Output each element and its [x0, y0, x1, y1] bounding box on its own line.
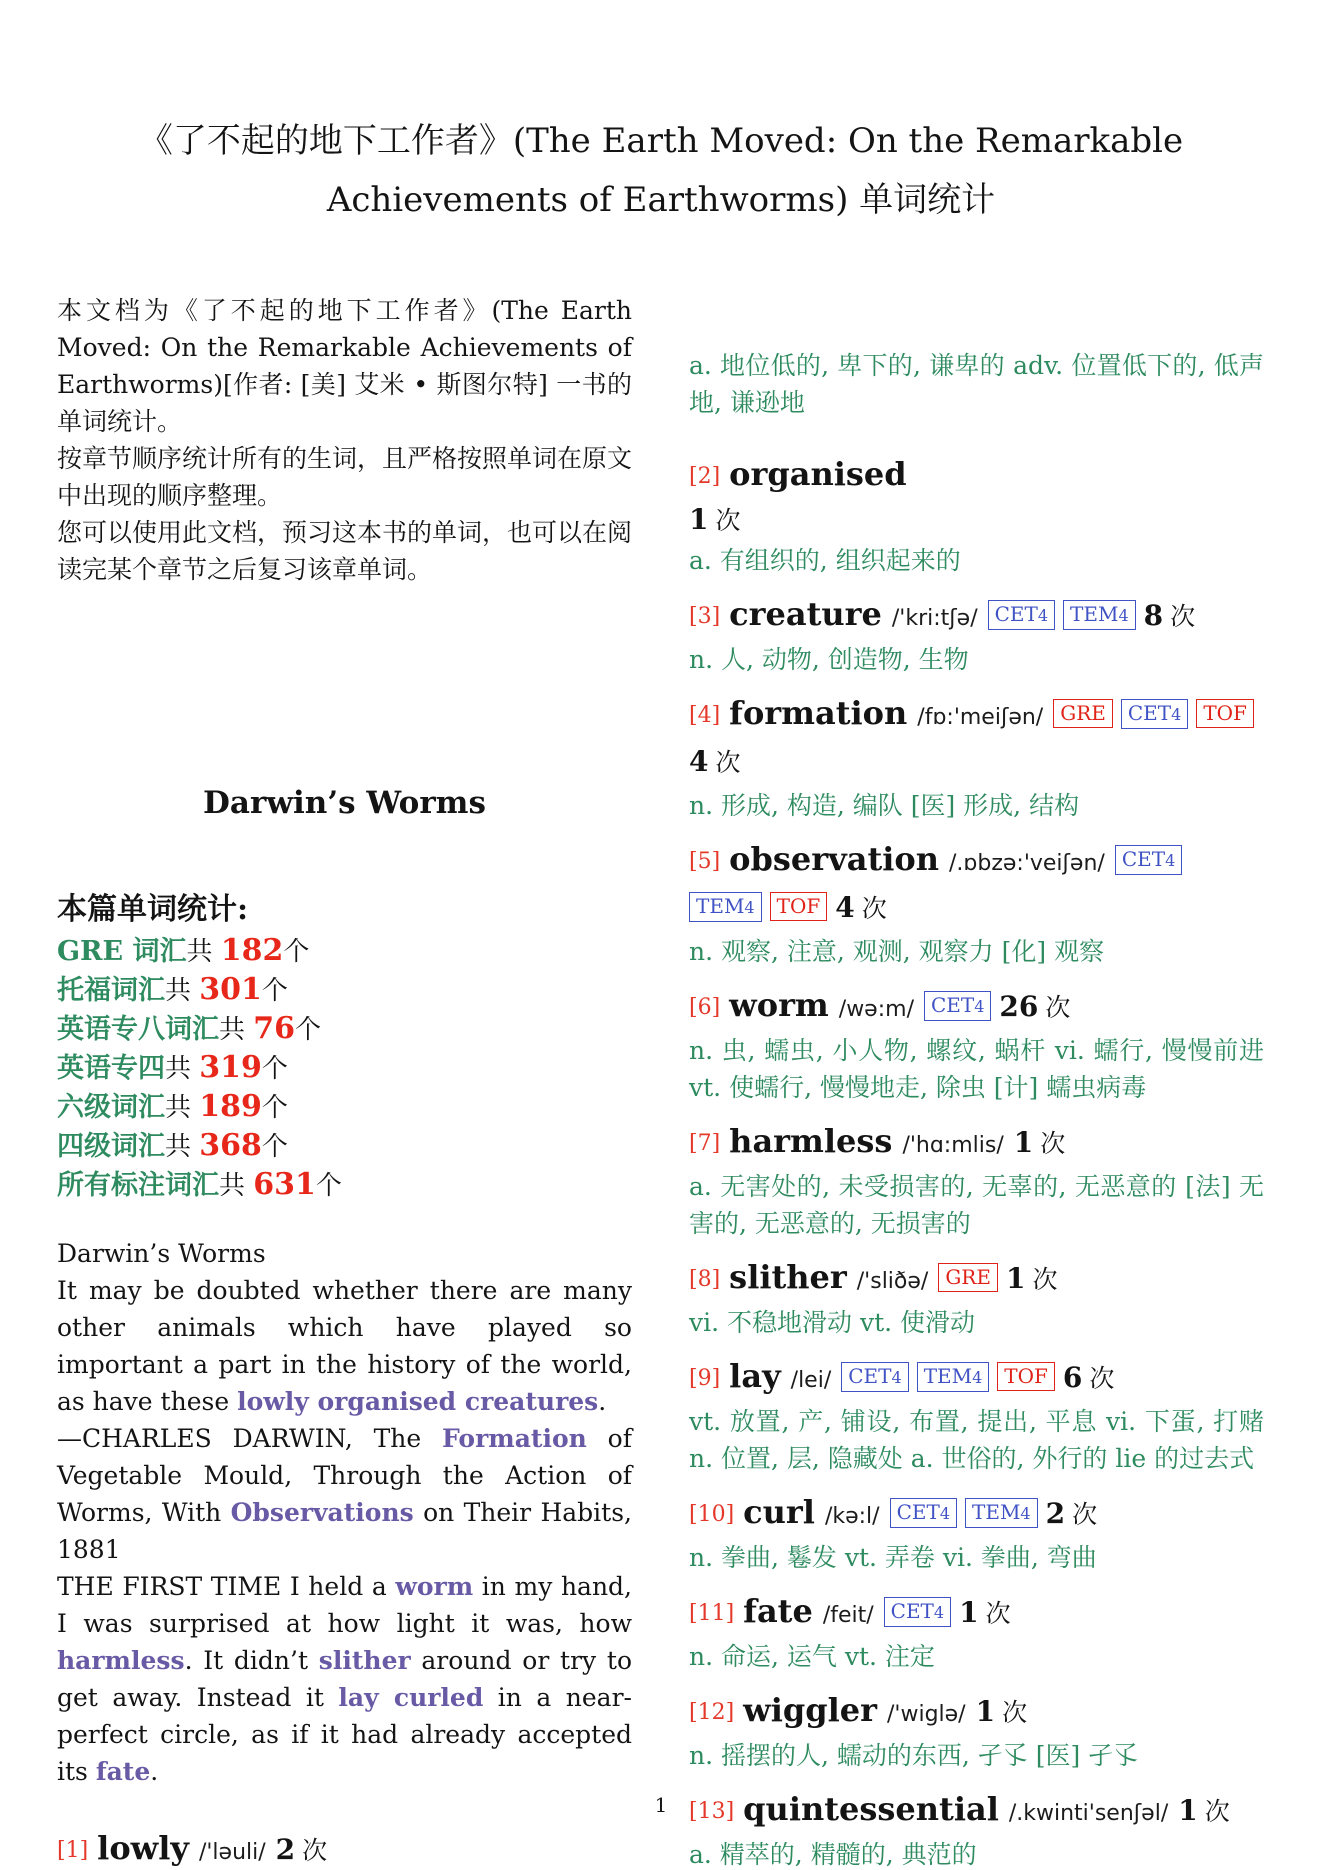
stat-line — [57, 932, 632, 971]
entry-count-unit: 次 — [715, 506, 741, 535]
entry-count-unit: 次 — [1170, 602, 1196, 631]
excerpt-text: —CHARLES DARWIN, The — [57, 1424, 443, 1453]
entry-headword: lay — [729, 1357, 781, 1395]
entry-index: [8] — [689, 1267, 721, 1292]
tag-text: TEM — [972, 1500, 1021, 1524]
word-entry — [689, 838, 1264, 970]
stat-label: 所有标注词汇 — [57, 1170, 219, 1201]
tag-text: CET — [890, 1599, 934, 1623]
entry-definition: n. 摇摆的人, 蠕动的东西, 孑孓 [医] 孑孓 — [689, 1741, 1139, 1770]
entry-headword: quintessential — [743, 1790, 999, 1828]
document-title: 《了不起的地下工作者》(The Earth Moved: On the Remarkable Achievements of Earthworms) 单词统计 — [138, 121, 1184, 220]
entry-tag-tem4-badge — [689, 892, 762, 922]
stat-count: 368 — [199, 1128, 262, 1163]
excerpt-paragraph — [57, 1420, 632, 1568]
tag-subscript: 4 — [1118, 606, 1129, 625]
word-entry — [689, 1355, 1264, 1477]
entry-definition: a. 有组织的, 组织起来的 — [689, 546, 961, 575]
tag-text: TOF — [1203, 701, 1247, 725]
stat-label: GRE 词汇 — [57, 936, 187, 967]
entry-count-unit: 次 — [1032, 1265, 1058, 1294]
tag-text: CET — [1121, 847, 1166, 871]
tag-text: CET — [1127, 701, 1172, 725]
entry-count-unit: 次 — [861, 894, 887, 923]
entry-count: 1 — [959, 1596, 979, 1629]
tag-subscript: 4 — [1020, 1504, 1031, 1523]
entry-index: [10] — [689, 1502, 735, 1527]
excerpt-text: . It didn’t — [184, 1646, 319, 1675]
stat-label: 英语专四 — [57, 1053, 165, 1084]
entry-count: 4 — [689, 745, 709, 778]
entry-headline — [689, 593, 1264, 641]
entry-count-unit: 次 — [1204, 1797, 1230, 1826]
tag-subscript: 4 — [1171, 705, 1182, 724]
tag-text: TEM — [923, 1364, 973, 1388]
highlighted-word: Formation — [442, 1424, 587, 1453]
entry-count: 6 — [1062, 1361, 1083, 1394]
tag-subscript: 4 — [1037, 606, 1049, 625]
entry-count-unit: 次 — [302, 1836, 328, 1865]
entry-tag-tof-badge — [770, 892, 828, 921]
stat-label: 四级词汇 — [57, 1131, 165, 1162]
excerpt-text: in a near-perfect circle, as if it had already accepted its — [57, 1683, 632, 1786]
highlighted-word: lowly organised creatures — [237, 1387, 599, 1416]
word-entry — [57, 1827, 632, 1870]
entry-count: 1 — [1005, 1262, 1026, 1295]
excerpt-section — [57, 1235, 632, 1790]
excerpt-text: around or try to get away. Instead it — [57, 1646, 632, 1712]
stat-joiner: 共 — [219, 1171, 254, 1201]
entry-pronunciation: /feit/ — [822, 1603, 874, 1628]
tag-subscript: 4 — [744, 898, 755, 917]
entry-count: 1 — [1013, 1126, 1034, 1159]
highlighted-word: Observations — [230, 1498, 414, 1527]
word-entry — [689, 593, 1264, 678]
excerpt-text: THE FIRST TIME I held a — [57, 1572, 396, 1601]
entry-pronunciation: /wə:m/ — [838, 997, 914, 1022]
excerpt-paragraph — [57, 1568, 632, 1790]
entry-headline — [689, 984, 1264, 1032]
highlighted-word: fate — [95, 1757, 151, 1786]
entry-pronunciation: /'hɑ:mlis/ — [902, 1133, 1004, 1158]
entry-pronunciation: /.ɒbzə:'veiʃən/ — [949, 851, 1105, 876]
entry-tag-cet4-badge — [890, 1498, 957, 1528]
entry-count: 1 — [1178, 1794, 1198, 1827]
entry-headline — [689, 838, 1264, 933]
intro-paragraph: 您可以使用此文档，预习这本书的单词，也可以在阅读完某个章节之后复习该章单词。 — [57, 518, 633, 584]
entry-index: [3] — [689, 604, 721, 629]
stat-line — [57, 971, 632, 1010]
entry-pronunciation: /kə:l/ — [824, 1504, 880, 1529]
two-column-layout — [0, 292, 1322, 1870]
highlighted-word: harmless — [57, 1646, 185, 1675]
entry-count-unit: 次 — [1040, 1129, 1066, 1158]
tag-text: CET — [848, 1364, 892, 1388]
entry-tag-cet4-badge — [988, 600, 1055, 630]
entry-index: [2] — [689, 464, 721, 489]
tag-subscript: 4 — [972, 1368, 983, 1387]
entry-tag-cet4-badge — [924, 991, 991, 1021]
entry-headline — [689, 1491, 1264, 1539]
entry-headword: lowly — [97, 1829, 189, 1867]
entry-headline — [689, 453, 1264, 501]
tag-subscript: 4 — [933, 1603, 945, 1622]
stat-unit: 个 — [315, 1171, 342, 1201]
stat-label: 英语专八词汇 — [57, 1014, 219, 1045]
entry-count: 2 — [1045, 1497, 1066, 1530]
entry-headline — [689, 1120, 1264, 1168]
stat-line — [57, 1049, 632, 1088]
entry-headword: harmless — [729, 1122, 893, 1160]
entry-pronunciation: /lei/ — [790, 1368, 832, 1393]
page-number: 1 — [654, 1793, 668, 1817]
excerpt-paragraph — [57, 1235, 632, 1272]
stat-unit: 个 — [261, 1093, 288, 1123]
entry-count: 8 — [1143, 599, 1164, 632]
entry-tag-cet4-badge — [841, 1362, 908, 1392]
excerpt-text: in my hand, I was surprised at how light it was, how — [57, 1572, 633, 1638]
stat-count: 76 — [253, 1011, 296, 1046]
stat-label: 托福词汇 — [57, 975, 165, 1006]
entry-index: [4] — [689, 703, 721, 728]
entry-tag-cet4-badge — [884, 1597, 951, 1627]
tag-text: TEM — [696, 894, 745, 918]
entry-definition: n. 形成, 构造, 编队 [医] 形成, 结构 — [689, 791, 1080, 820]
excerpt-text: Darwin’s Worms — [57, 1239, 266, 1268]
excerpt-text: . — [598, 1387, 607, 1416]
word-entry — [689, 1590, 1264, 1675]
stat-line — [57, 1166, 632, 1205]
entry-definition: vt. 放置, 产, 铺设, 布置, 提出, 平息 vi. 下蛋, 打赌 n. 位置, 层, 隐藏处 a. 世俗的, 外行的 lie 的过去式 — [689, 1407, 1264, 1473]
word-entry — [689, 692, 1264, 824]
entry-tag-gre-badge — [938, 1263, 998, 1292]
intro-section — [57, 292, 632, 588]
excerpt-text: on Their Habits, 1881 — [57, 1498, 632, 1564]
word-entry — [689, 453, 1264, 579]
tag-text: GRE — [1060, 701, 1106, 725]
word-entry — [689, 1120, 1264, 1242]
entry-pronunciation: /'kri:tʃə/ — [891, 606, 978, 631]
entry-count: 1 — [975, 1695, 996, 1728]
entry-definition: n. 观察, 注意, 观测, 观察力 [化] 观察 — [689, 937, 1105, 966]
stat-joiner: 共 — [165, 1093, 200, 1123]
entry-1-head — [57, 1827, 632, 1870]
stat-count: 182 — [220, 933, 284, 968]
entry-count-unit: 次 — [1072, 1500, 1098, 1529]
tag-text: TOF — [1004, 1364, 1048, 1388]
entry-count-unit: 次 — [1089, 1364, 1115, 1393]
tag-text: TOF — [776, 894, 821, 918]
tag-text: GRE — [945, 1265, 991, 1289]
tag-subscript: 4 — [1165, 851, 1176, 870]
entry-headword: observation — [729, 840, 939, 878]
stat-line — [57, 1088, 632, 1127]
tag-text: CET — [896, 1500, 940, 1524]
entry-headword: worm — [729, 986, 829, 1024]
entry-index: [6] — [689, 995, 721, 1020]
entry-definition: vi. 不稳地滑动 vt. 使滑动 — [689, 1308, 976, 1337]
entry-pronunciation: /'ləuli/ — [198, 1840, 266, 1865]
entry-headword: curl — [743, 1493, 815, 1531]
entry-headline — [689, 692, 1264, 787]
entry-headline — [689, 1590, 1264, 1638]
highlighted-word: lay curled — [338, 1683, 484, 1712]
stat-count: 301 — [199, 972, 262, 1007]
word-entry — [689, 1491, 1264, 1576]
stat-unit: 个 — [261, 1054, 288, 1084]
intro-paragraph: 按章节顺序统计所有的生词，且严格按照单词在原文中出现的顺序整理。 — [57, 444, 633, 510]
stat-joiner: 共 — [165, 1054, 200, 1084]
entry-tag-tem4-badge — [917, 1362, 990, 1392]
excerpt-text: It may be doubted whether there are many other animals which have played so important a part in the history of the world, as have these — [57, 1276, 632, 1416]
entry-headline — [689, 1689, 1264, 1737]
stat-unit: 个 — [283, 937, 310, 967]
entry-pronunciation: /'sliðə/ — [856, 1269, 929, 1294]
entry-definition: n. 虫, 蠕虫, 小人物, 螺纹, 蜗杆 vi. 蠕行, 慢慢前进 vt. 使蠕行, 慢慢地走, 除虫 [计] 蠕虫病毒 — [689, 1036, 1264, 1102]
entry-tag-cet4-badge — [1121, 699, 1188, 729]
entry-count: 1 — [689, 503, 709, 536]
entries-list — [689, 453, 1264, 1870]
stat-unit: 个 — [261, 1132, 288, 1162]
excerpt-text: of Vegetable Mould, Through the Action of Worms, With — [57, 1424, 632, 1527]
word-entry — [689, 1689, 1264, 1774]
stat-count: 631 — [253, 1167, 316, 1202]
stat-unit: 个 — [295, 1015, 322, 1045]
entry-index: [12] — [689, 1700, 735, 1725]
entry-definition: n. 拳曲, 鬈发 vt. 弄卷 vi. 拳曲, 弯曲 — [689, 1543, 1097, 1572]
entry-count-unit: 次 — [715, 748, 741, 777]
entry-headword: formation — [729, 694, 908, 732]
highlighted-word: worm — [395, 1572, 474, 1601]
stat-count: 189 — [199, 1089, 262, 1124]
entry-index: [9] — [689, 1366, 721, 1391]
highlighted-word: slither — [318, 1646, 411, 1675]
entry-headword: organised — [729, 455, 907, 493]
chapter-heading: Darwin’s Worms — [203, 785, 486, 821]
entry-tag-tem4-badge — [965, 1498, 1038, 1528]
entry-headline — [689, 1256, 1264, 1304]
entry-count-unit: 次 — [985, 1599, 1011, 1628]
tag-subscript: 4 — [939, 1504, 950, 1523]
entry-headword: wiggler — [743, 1691, 877, 1729]
entry-count: 2 — [275, 1833, 296, 1866]
excerpt-paragraph — [57, 1272, 632, 1420]
tag-subscript: 4 — [891, 1368, 902, 1387]
entry-count: 26 — [999, 990, 1039, 1023]
tag-text: CET — [994, 602, 1038, 626]
entry-definition: n. 命运, 运气 vt. 注定 — [689, 1642, 935, 1671]
entry-headword: slither — [729, 1258, 847, 1296]
entry-pronunciation: /.kwinti'senʃəl/ — [1008, 1801, 1169, 1826]
excerpt-text: . — [150, 1757, 159, 1786]
entry-tag-gre-badge — [1053, 699, 1113, 728]
entry-index: [1] — [57, 1838, 89, 1863]
entry-count-line — [689, 501, 1264, 542]
word-entry — [689, 1256, 1264, 1341]
word-entry — [689, 984, 1264, 1106]
entry-tag-tof-badge — [997, 1362, 1055, 1391]
tag-text: TEM — [1070, 602, 1119, 626]
column-left — [57, 292, 632, 1870]
stat-joiner: 共 — [165, 976, 200, 1006]
entry-pronunciation: /fɒ:'meiʃən/ — [917, 705, 1044, 730]
entry-tag-tof-badge — [1196, 699, 1254, 728]
column-right — [689, 292, 1264, 1870]
stat-line — [57, 1127, 632, 1166]
entry-count-unit: 次 — [1045, 993, 1071, 1022]
entry-definition: a. 精萃的, 精髓的, 典范的 — [689, 1840, 977, 1869]
entry-count: 4 — [835, 891, 855, 924]
entry-tag-tem4-badge — [1063, 600, 1136, 630]
entry-definition: n. 人, 动物, 创造物, 生物 — [689, 645, 969, 674]
entry-index: [13] — [689, 1799, 735, 1824]
stat-count: 319 — [199, 1050, 262, 1085]
tag-subscript: 4 — [974, 997, 985, 1016]
stats-list — [57, 932, 632, 1205]
entry-headword: creature — [729, 595, 882, 633]
stat-line — [57, 1010, 632, 1049]
entry-1-definition: a. 地位低的, 卑下的, 谦卑的 adv. 位置低下的, 低声地, 谦逊地 — [689, 351, 1264, 417]
entry-count-unit: 次 — [1002, 1698, 1028, 1727]
entry-tag-cet4-badge — [1115, 845, 1182, 875]
entry-headline — [689, 1355, 1264, 1403]
tag-text: CET — [930, 993, 975, 1017]
stats-heading: 本篇单词统计: — [57, 892, 249, 927]
entry-definition: a. 无害处的, 未受损害的, 无辜的, 无恶意的 [法] 无害的, 无恶意的, 无损害的 — [689, 1172, 1264, 1238]
stat-joiner: 共 — [186, 937, 221, 967]
stat-joiner: 共 — [165, 1132, 200, 1162]
intro-paragraph: 本文档为《了不起的地下工作者》(The Earth Moved: On the Remarkable Achievements of Earthworms)[作者: [美] 艾米 • 斯图尔特] 一书的单词统计。 — [57, 296, 632, 436]
stat-unit: 个 — [261, 976, 288, 1006]
entry-index: [11] — [689, 1601, 735, 1626]
stat-joiner: 共 — [219, 1015, 254, 1045]
entry-index: [5] — [689, 849, 721, 874]
entry-pronunciation: /'wiglə/ — [887, 1702, 966, 1727]
entry-index: [7] — [689, 1131, 721, 1156]
entry-headword: fate — [743, 1592, 813, 1630]
stat-label: 六级词汇 — [57, 1092, 165, 1123]
